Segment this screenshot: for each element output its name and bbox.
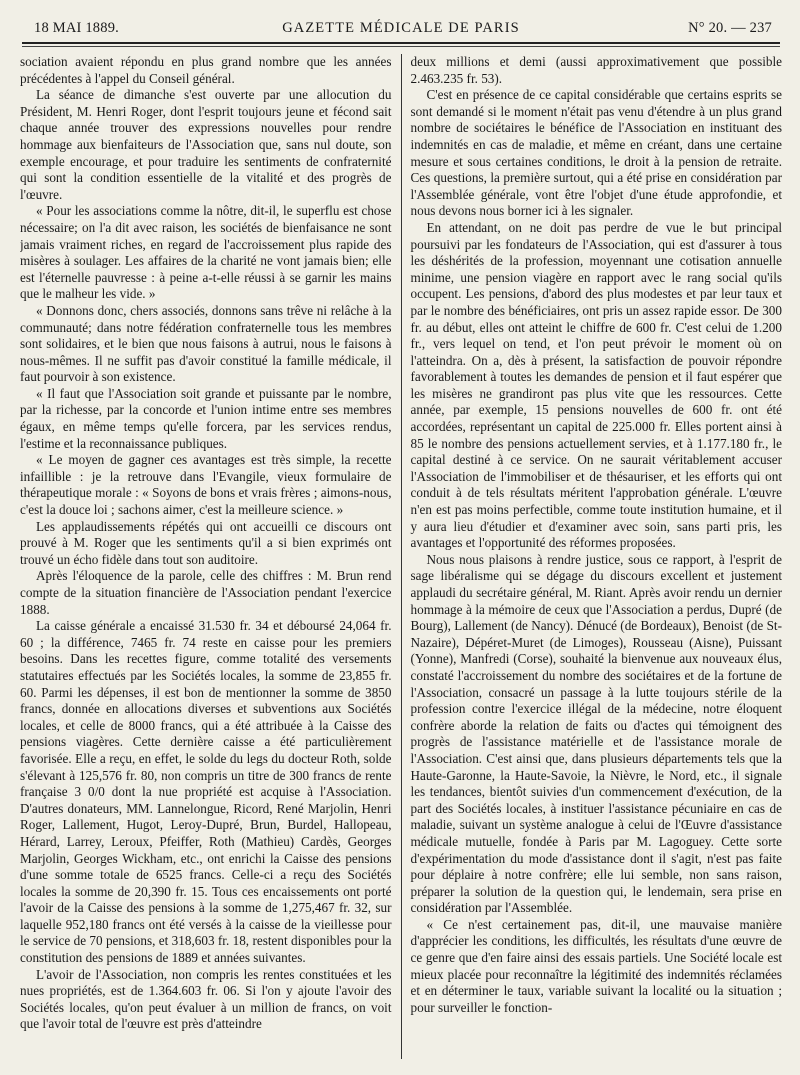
article-columns [20,54,782,1059]
page-number: N° 20. — 237 [688,20,772,36]
issue-date: 18 MAI 1889. [34,20,119,36]
paragraph: Les applaudissements répétés qui ont accueilli ce discours ont prouvé à M. Roger que les sentiments qu'il a si bien exprimés ont trouvé un écho fidèle dans tout son auditoire. [20,518,392,567]
header-rule [22,42,780,44]
paragraph: « Ce n'est certainement pas, dit-il, une mauvaise manière d'apprécier les conditions, les difficultés, les résultats d'une œuvre de ce genre que d'en faire ainsi des essais partiels. Une Société locale est mieux placée pour reconnaître la légitimité des indemnités réclamées et en déterminer le taux, variable suivant la localité ou la situation ; pour surveiller le fonction- [410,916,782,1015]
left-column [20,54,398,1059]
paragraph: « Il faut que l'Association soit grande et puissante par le nombre, par la richesse, par la concorde et l'union intime entre ses membres égaux, en même temps qu'elle forcera, par les services rendus, l'estime et la reconnaissance publiques. [20,385,392,451]
journal-title: GAZETTE MÉDICALE DE PARIS [282,20,520,36]
paragraph: sociation avaient répondu en plus grand nombre que les années précédentes à l'appel du Conseil général. [20,54,392,86]
paragraph: « Le moyen de gagner ces avantages est très simple, la recette infaillible : je la retrouve dans l'Evangile, vieux formulaire de thérapeutique morale : « Soyons de bons et vrais frères ; aimons-nous, c'est la douce loi ; sachons aimer, c'est la meilleure science. » [20,452,392,518]
paragraph: La séance de dimanche s'est ouverte par une allocution du Président, M. Henri Roger, dont l'esprit toujours jeune et fécond sait chaque année trouver des expressions nouvelles pour rendre hommage aux bienfaiteurs de l'Association que, sans nul doute, son exemple encourage, et pour traduire les sentiments de confraternité qui sont la condition essentielle de la vitalité et des progrès de l'œuvre. [20,87,392,202]
paragraph: « Pour les associations comme la nôtre, dit-il, le superflu est chose nécessaire; on l'a dit avec raison, les sociétés de bienfaisance ne sont jamais vraiment riches, en regard de l'accroissement plus rapide des misères à soulager. Les affaires de la charité ne vont jamais bien; elle est l'éternelle pauvresse : à peine a-t-elle réussi à se garnir les mains que le malheur les vide. » [20,203,392,302]
paragraph: La caisse générale a encaissé 31.530 fr. 34 et déboursé 24,064 fr. 60 ; la différence, 7465 fr. 74 reste en caisse pour les premiers besoins. Dans les recettes figure, comme totalité des versements statutaires effectués par les Sociétés locales, la somme de 23,855 fr. 60. Parmi les dépenses, il est bon de mentionner la somme de 3850 francs, donnée en allocations diverses et subventions aux Sociétés locales, et celle de 8000 francs, qui a été attribuée à la Caisse des pensions viagères. Cette dernière caisse a été particulièrement favorisée. Elle a reçu, en effet, le solde du legs du docteur Roth, solde s'élevant à 125,576 fr. 80, non compris un titre de 300 francs de rente française 3 0/0 dont la nue propriété est acquise à l'Association. D'autres donateurs, MM. Lannelongue, Ricord, René Marjolin, Henri Roger, Lallement, Hugot, Leroy-Dupré, Brun, Burdel, Hallopeau, Hérard, Larrey, Leroux, Pfeiffer, Roth (Mathieu) Cardès, Georges Marjolin, Georges Wickham, etc., ont enrichi la Caisse des pensions d'une somme totale de 6525 francs. Celle-ci a reçu des Sociétés locales la somme de 20,390 fr. 15. Tous ces encaissements ont porté l'avoir de la Caisse des pensions à la somme de 1,275,467 fr. 32, sur laquelle 952,180 francs ont été versés à la caisse de la vieillesse pour le service de 70 pensions, et 318,603 fr. 18, restent disponibles pour la constitution des pensions de 1889 et années suivantes. [20,618,392,966]
page-header [14,8,788,38]
paragraph: Nous nous plaisons à rendre justice, sous ce rapport, à l'esprit de sage libéralisme qui se dégage du discours excellent et justement applaudi du secrétaire général, M. Riant. Après avoir rendu un dernier hommage à la mémoire de ceux que l'Association a perdus, Dupré (de Bourg), Lallement (de Nancy). Dénucé (de Bordeaux), Benoist (de St-Nazaire), Dépéret-Muret (de Limoges), Rousseau (Aisne), Puissant (Yonne), Manfredi (Corse), souhaité la bienvenue aux nouveaux élus, constaté l'accroissement du nombre des sociétaires et de la fortune de l'Association, consacré un passage à la lutte toujours stérile de la profession contre l'exercice illégal de la médecine, notre éloquent confrère aborde la relation de faits ou d'actes qui témoignent des progrès de l'assistance matérielle et de l'assistance morale de l'Association. C'est ainsi que, dans plusieurs départements tels que la Haute-Garonne, la Haute-Savoie, la Nièvre, le Nord, etc., il signale les tendances, bientôt suivies d'un commencement d'exécution, de la part des Sociétés locales, à instituer l'assistance pécuniaire en cas de maladie, suivant un système analogue à celui de l'Œuvre d'assistance médicale mutuelle, fondée à Paris par M. Lagoguey. Cette sorte d'expérimentation du mode d'assistance dont il s'agit, n'est pas faite pour déplaire à notre confrère; elle lui semble, non sans raison, préparer la solution de la question qui, le lendemain, sera prise en considération par l'Assemblée. [410,551,782,916]
header-rule-thin [22,46,780,47]
paragraph: C'est en présence de ce capital considérable que certains esprits se sont demandé si le moment n'était pas venu d'étendre à un plus grand nombre de sociétaires le bénéfice de l'Association en instituant des indemnités en cas de maladie, et même en créant, dans une certaine mesure et sous certaines conditions, le droit à la pension de retraite. Ces questions, la première surtout, qui a été prise en considération par l'Assemblée générale, vont être l'objet d'une étude approfondie, et nous devons nous borner ici à les signaler. [410,87,782,219]
paragraph: L'avoir de l'Association, non compris les rentes constituées et les nues propriétés, est de 1.364.603 fr. 06. Si l'on y ajoute l'avoir des Sociétés locales, qu'on peut évaluer à un million de francs, on voit que l'avoir total de l'œuvre est près d'atteindre [20,966,392,1032]
paragraph: « Donnons donc, chers associés, donnons sans trêve ni relâche à la communauté; dans notre fédération confraternelle tous les membres sont solidaires, et le bien que nous faisons à autrui, nous le faisons à nous-mêmes. Il ne suffit pas d'avoir constitué la famille médicale, il faut pourvoir à son existence. [20,302,392,385]
right-column [405,54,783,1059]
paragraph: En attendant, on ne doit pas perdre de vue le but principal poursuivi par les fondateurs de l'Association, qui est d'assurer à tous les déshérités de la profession, moyennant une cotisation annuelle minime, une pension viagère en rapport avec le rang social qu'ils occupent. Les pensions, d'abord des plus modestes et par leur taux et par le nombre des bénéficiaires, ont pris un assez rapide essor. De 300 fr. au début, elles ont atteint le chiffre de 600 fr. C'est celui de 1.200 fr., vers lequel on tend, et l'on peut prévoir le moment où on l'atteindra. On a, dès à présent, la satisfaction de pouvoir répondre favorablement à toutes les demandes de pension et il faut espérer que les misères ne grandiront pas plus vite que les ressources. Cette année, par exemple, 15 pensions nouvelles de 600 fr. ont été accordées, représentant un capital de 225.000 fr. Elles portent ainsi à 85 le nombre des pensions actuellement servies, et à 1.177.180 fr., le capital destiné à ce service. On ne saurait véritablement accuser l'Association de l'immobiliser et de thésauriser, et les efforts qui ont conduit à de tels résultats méritent l'approbation générale. L'œuvre n'en est pas moins perfectible, comme toute institution humaine, et il y aura lieu d'étudier et d'examiner avec soin, sans parti pris, les avantages et l'opportunité des réformes proposées. [410,219,782,551]
paragraph: deux millions et demi (aussi approximativement que possible 2.463.235 fr. 53). [410,54,782,86]
paragraph: Après l'éloquence de la parole, celle des chiffres : M. Brun rend compte de la situation financière de l'Association pendant l'exercice 1888. [20,568,392,617]
column-divider [401,54,402,1059]
